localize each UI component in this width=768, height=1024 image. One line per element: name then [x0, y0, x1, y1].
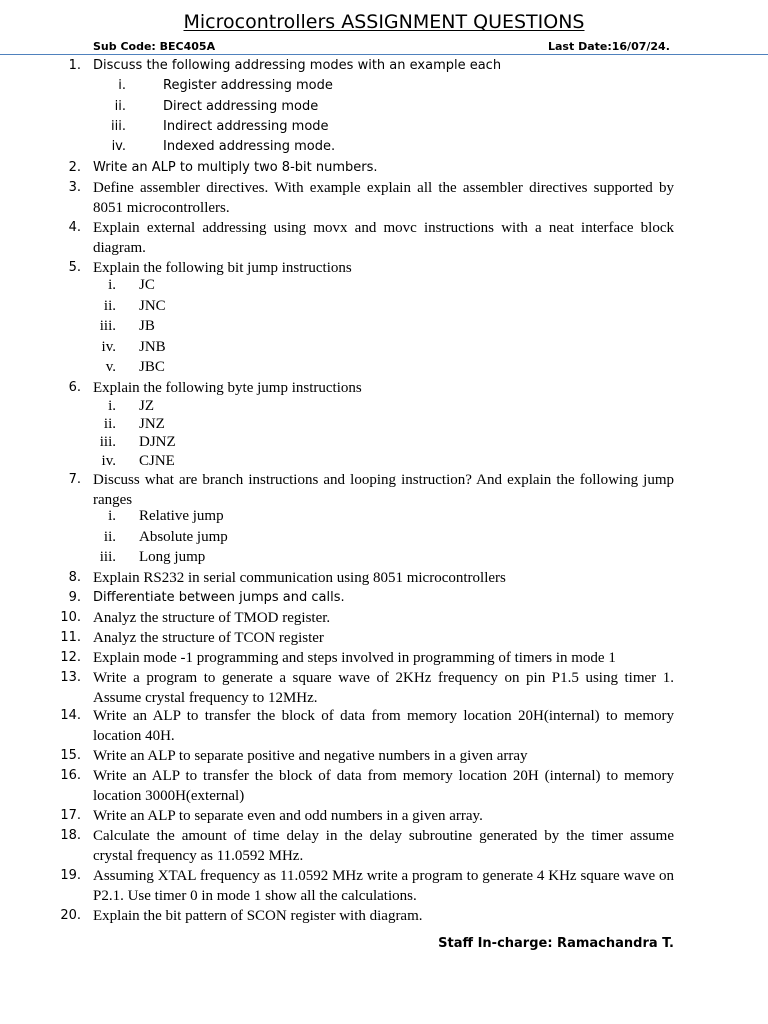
sub-item-text: Register addressing mode	[163, 78, 333, 93]
sub-item-text: JC	[139, 277, 155, 293]
page-title: Microcontrollers ASSIGNMENT QUESTIONS	[183, 11, 585, 33]
sub-item-text: Relative jump	[139, 508, 224, 524]
question-text: Write an ALP to multiply two 8-bit numbers.	[93, 160, 378, 175]
sub-item-number: ii.	[103, 416, 116, 432]
sub-item-text: JNZ	[139, 416, 165, 432]
sub-item-text: Indirect addressing mode	[163, 119, 329, 134]
question-number: 19.	[60, 868, 81, 883]
sub-item-number: i.	[108, 398, 116, 414]
sub-item-text: DJNZ	[139, 434, 176, 450]
question-number: 3.	[68, 180, 81, 195]
question-number: 9.	[68, 590, 81, 605]
question-number: 2.	[68, 160, 81, 175]
sub-item-text: Absolute jump	[139, 529, 228, 545]
question-text: Write an ALP to transfer the block of data from memory location 20H (internal) to memory location 3000H(external)	[93, 768, 674, 804]
question-number: 4.	[68, 220, 81, 235]
sub-item-text: JNB	[139, 339, 166, 355]
sub-item-text: JB	[139, 318, 155, 334]
question-text: Write a program to generate a square wave of 2KHz frequency on pin P1.5 using timer 1. Assume crystal frequency to 12MHz.	[93, 670, 674, 706]
question-text: Explain the bit pattern of SCON register with diagram.	[93, 908, 423, 924]
question-text: Calculate the amount of time delay in the delay subroutine generated by the timer assume crystal frequency as 11.0592 MHz.	[93, 828, 674, 864]
question-text: Explain mode -1 programming and steps involved in programming of timers in mode 1	[93, 650, 616, 666]
question-text: Analyz the structure of TMOD register.	[93, 610, 331, 626]
question-text: Write an ALP to transfer the block of data from memory location 20H(internal) to memory location 40H.	[93, 708, 674, 744]
sub-item-number: v.	[105, 359, 116, 375]
question-number: 15.	[60, 748, 81, 763]
sub-item-number: iv.	[111, 139, 126, 154]
sub-item-text: JNC	[139, 298, 166, 314]
question-number: 12.	[60, 650, 81, 665]
sub-item-text: Indexed addressing mode.	[163, 139, 336, 154]
question-number: 13.	[60, 670, 81, 685]
sub-item-number: iii.	[99, 434, 116, 450]
sub-item-number: i.	[108, 277, 116, 293]
question-number: 8.	[68, 570, 81, 585]
question-number: 17.	[60, 808, 81, 823]
staff-in-charge: Staff In-charge: Ramachandra T.	[438, 936, 674, 951]
sub-item-text: CJNE	[139, 453, 175, 469]
question-text: Discuss the following addressing modes with an example each	[93, 58, 502, 73]
sub-item-number: i.	[118, 78, 126, 93]
sub-item-text: JZ	[139, 398, 154, 414]
question-number: 10.	[60, 610, 81, 625]
question-text: Analyz the structure of TCON register	[93, 630, 324, 646]
sub-item-text: JBC	[139, 359, 165, 375]
header-divider	[0, 54, 768, 55]
question-number: 20.	[60, 908, 81, 923]
question-number: 18.	[60, 828, 81, 843]
sub-item-number: ii.	[103, 298, 116, 314]
question-text: Explain external addressing using movx and movc instructions with a neat interface block diagram.	[93, 220, 674, 256]
question-text: Write an ALP to separate positive and negative numbers in a given array	[93, 748, 528, 764]
question-text: Explain the following bit jump instructions	[93, 260, 352, 276]
subject-code: Sub Code: BEC405A	[93, 40, 216, 53]
question-number: 14.	[60, 708, 81, 723]
question-text: Differentiate between jumps and calls.	[93, 590, 345, 605]
sub-item-number: iv.	[101, 339, 116, 355]
sub-item-number: iii.	[99, 318, 116, 334]
question-text: Assuming XTAL frequency as 11.0592 MHz write a program to generate 4 KHz square wave on P2.1. Use timer 0 in mode 1 show all the calculations.	[93, 868, 674, 904]
question-text: Discuss what are branch instructions and looping instruction? And explain the following jump ranges	[93, 472, 674, 508]
sub-item-number: i.	[108, 508, 116, 524]
question-text: Explain the following byte jump instructions	[93, 380, 362, 396]
sub-item-text: Long jump	[139, 549, 206, 565]
question-number: 16.	[60, 768, 81, 783]
question-text: Explain RS232 in serial communication using 8051 microcontrollers	[93, 570, 506, 586]
sub-item-number: ii.	[114, 99, 126, 114]
question-number: 11.	[60, 630, 81, 645]
sub-item-number: iii.	[111, 119, 126, 134]
last-date: Last Date:16/07/24.	[548, 40, 670, 53]
question-text: Define assembler directives. With example explain all the assembler directives supported by 8051 microcontrollers.	[93, 180, 674, 216]
question-number: 6.	[68, 380, 81, 395]
sub-item-number: iv.	[101, 453, 116, 469]
sub-item-text: Direct addressing mode	[163, 99, 319, 114]
question-text: Write an ALP to separate even and odd numbers in a given array.	[93, 808, 483, 824]
question-number: 1.	[68, 58, 81, 73]
sub-item-number: iii.	[99, 549, 116, 565]
sub-item-number: ii.	[103, 529, 116, 545]
question-number: 5.	[68, 260, 81, 275]
question-number: 7.	[68, 472, 81, 487]
